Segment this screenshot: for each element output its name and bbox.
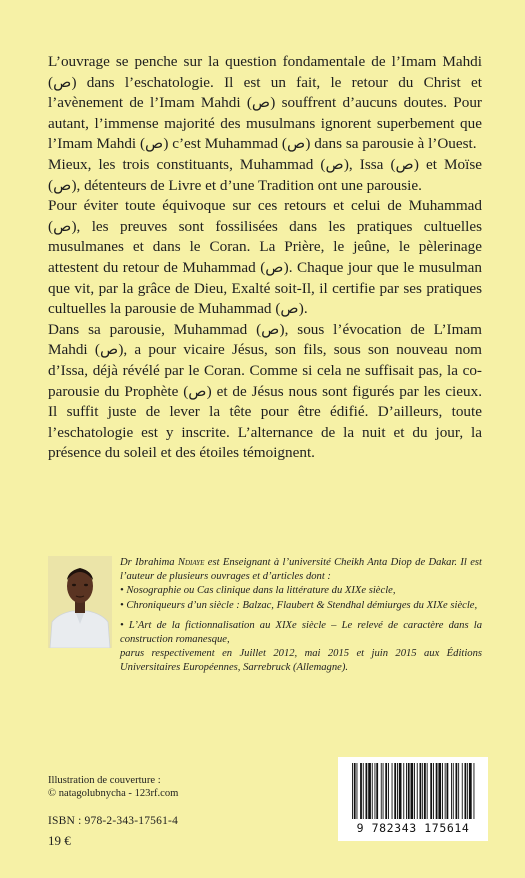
- blurb-paragraph-1: L’ouvrage se penche sur la question fondamentale de l’Imam Mahdi (ص) dans l’eschatologie. Il est un fait, le retour du Christ et l’avènement de l’Imam Mahdi (ص) souffrent d’aucuns doutes. Pour autant, l’immense majorité des musulmans ignorent superbement que l’Imam Mahdi (ص) c’est Muhammad (ص) dans sa parousie à l’Ouest.: [48, 53, 482, 153]
- author-last-name: Ndiaye: [177, 557, 205, 568]
- author-intro: [120, 556, 482, 584]
- author-first-name: Ibrahima: [135, 557, 175, 568]
- author-work-2: • Chroniqueurs d’un siècle : Balzac, Flaubert & Stendhal démiurges du XIXe siècle,: [120, 599, 478, 611]
- author-title: Dr: [120, 557, 132, 568]
- barcode-bars: [338, 757, 488, 821]
- author-publication-note: parus respectivement en Juillet 2012, mai 2015 et juin 2015 aux Éditions Universitaires Européennes, Sarrebruck (Allemagne).: [120, 648, 482, 674]
- credit-source: © natagolubnycha - 123rf.com: [48, 788, 179, 799]
- author-intro-text: est Enseignant à l’université Cheikh Anta Diop de Dakar. Il est l’auteur de plusieurs ouvrages et d’articles dont :: [120, 557, 482, 583]
- author-bio-text: [120, 556, 482, 676]
- author-work-1: • Nosographie ou Cas clinique dans la littérature du XIXe siècle,: [120, 585, 396, 597]
- author-work-3: • L’Art de la fictionnalisation au XIXe siècle – Le relevé de caractère dans la construction romanesque,: [120, 619, 482, 646]
- back-cover-blurb: [48, 52, 482, 464]
- blurb-paragraph-4: Dans sa parousie, Muhammad (ص), sous l’évocation de L’Imam Mahdi (ص), a pour vicaire Jésus, son fils, sous son nouveau nom d’Issa, déjà révélé par le Coran. Comme si cela ne suffisait pas, la co-parousie du Prophète (ص) et de Jésus nous sont figurés par les cieux. Il suffit juste de lever la tête pour être édifié. D’ailleurs, toute l’eschatologie est y inscrite. L’alternance de la nuit et du jour, la présence du soleil et des étoiles témoignent.: [48, 320, 482, 462]
- barcode-digits: 9 782343 175614: [356, 821, 470, 835]
- author-bio: [48, 556, 482, 724]
- blurb-paragraph-2: Mieux, les trois constituants, Muhammad (ص), Issa (ص) et Moïse (ص), détenteurs de Livre et d’une Tradition ont une parousie.: [48, 155, 483, 194]
- author-photo: [48, 556, 112, 648]
- price-label: 19 €: [48, 833, 71, 848]
- cover-illustration-credit: [48, 774, 248, 800]
- isbn-barcode: [338, 757, 488, 841]
- isbn-number: ISBN : 978-2-343-17561-4: [48, 815, 179, 827]
- author-portrait-illustration: [48, 556, 112, 648]
- credit-label: Illustration de couverture :: [48, 775, 161, 786]
- blurb-paragraph-3: Pour éviter toute équivoque sur ces retours et celui de Muhammad (ص), les preuves sont fossilisées dans les pratiques cultuelles musulmanes et dans le Coran. La Prière, le jeûne, le pèlerinage attestent du retour de Muhammad (ص). Chaque jour que le musulman que vit, par la grâce de Dieu, Exalté soit-Il, il certifie par ses pratiques cultuelles la parousie de Muhammad (ص).: [48, 197, 482, 318]
